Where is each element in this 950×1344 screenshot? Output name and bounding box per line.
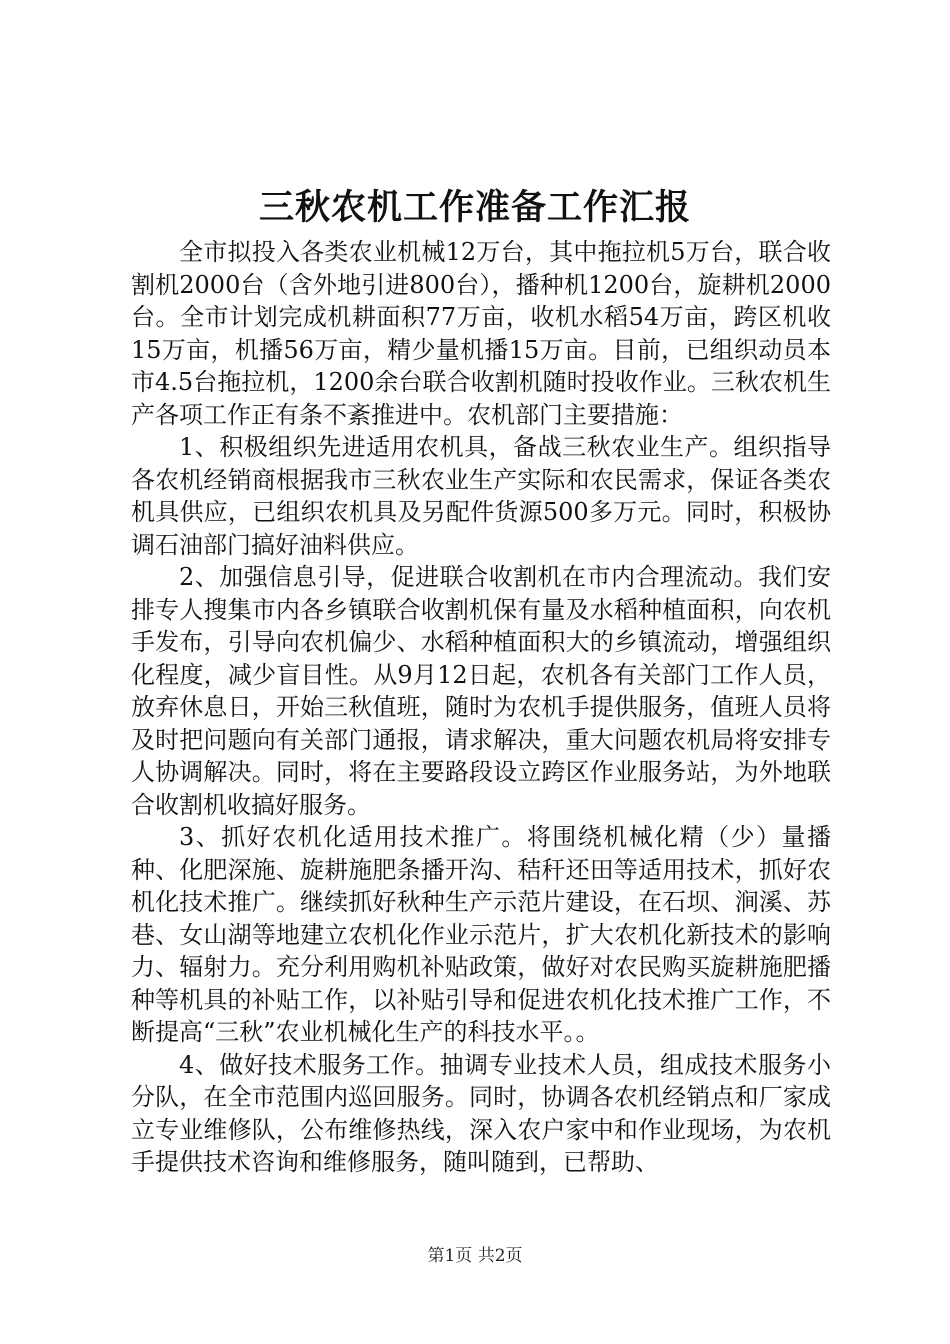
document-title: 三秋农机工作准备工作汇报 — [258, 187, 691, 228]
paragraph-intro: 全市拟投入各类农业机械12万台，其中拖拉机5万台，联合收割机2000台（含外地引进800台），播种机1200台，旋耕机2000台。全市计划完成机耕面积77万亩，收机水稻54万亩，跨区机收15万亩，机播56万亩，精少量机播15万亩。目前，已组织动员本市4.5台拖拉机，1200余台联合收割机随时投收作业。三秋农机生产各项工作正有条不紊推进中。农机部门主要措施： — [131, 238, 831, 429]
paragraph-measure-3: 3、抓好农机化适用技术推广。将围绕机械化精（少）量播种、化肥深施、旋耕施肥条播开沟、秸秆还田等适用技术，抓好农机化技术推广。继续抓好秋种生产示范片建设，在石坝、涧溪、苏巷、女山湖等地建立农机化作业示范片，扩大农机化新技术的影响力、辐射力。充分利用购机补贴政策，做好对农民购买旋耕施肥播种等机具的补贴工作，以补贴引导和促进农机化技术推广工作，不断提高“三秋”农业机械化生产的科技水平。。 — [131, 823, 831, 1046]
paragraph-measure-1: 1、积极组织先进适用农机具，备战三秋农业生产。组织指导各农机经销商根据我市三秋农业生产实际和农民需求，保证各类农机具供应，已组织农机具及另配件货源500多万元。同时，积极协调石油部门搞好油料供应。 — [131, 433, 831, 559]
paragraph-measure-4: 4、做好技术服务工作。抽调专业技术人员，组成技术服务小分队，在全市范围内巡回服务。同时，协调各农机经销点和厂家成立专业维修队，公布维修热线，深入农户家中和作业现场，为农机手提供技术咨询和维修服务，随叫随到，已帮助、 — [131, 1050, 831, 1176]
paragraph-measure-2: 2、加强信息引导，促进联合收割机在市内合理流动。我们安排专人搜集市内各乡镇联合收割机保有量及水稻种植面积，向农机手发布，引导向农机偏少、水稻种植面积大的乡镇流动，增强组织化程度，减少盲目性。从9月12日起，农机各有关部门工作人员，放弃休息日，开始三秋值班，随时为农机手提供服务，值班人员将及时把问题向有关部门通报，请求解决，重大问题农机局将安排专人协调解决。同时，将在主要路段设立跨区作业服务站，为外地联合收割机收搞好服务。 — [131, 563, 831, 819]
document-body — [131, 236, 831, 1179]
page-number-footer: 第1页 共2页 — [427, 1246, 523, 1266]
